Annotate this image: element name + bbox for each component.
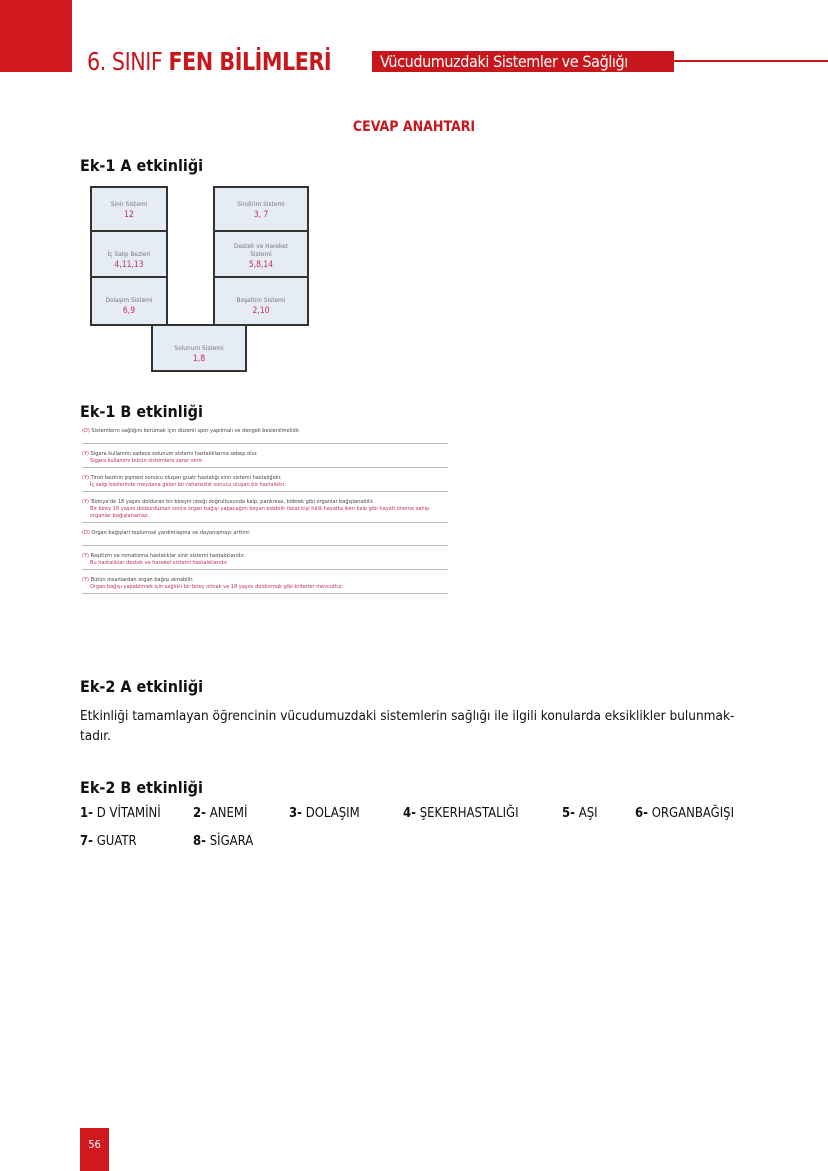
system-box: Solunum Sistemi 1,8 [151, 324, 247, 372]
system-box: Sindirim Sistemi 3, 7 [213, 186, 309, 232]
system-box: Destek ve Hareket Sistemi 5,8,14 [213, 230, 309, 278]
answer-item: 4- ŞEKERHASTALIĞI [403, 806, 519, 821]
statement [82, 577, 448, 594]
header-line [674, 60, 828, 62]
statement-correction: Sigara kullanımı bütün sistemlere zarar verir. [90, 458, 204, 464]
statement-mark: (Y) [82, 577, 90, 583]
header-title [87, 47, 331, 76]
statement-text: Türkiye'de 18 yaşını dolduran bir bireyin isteği doğrultusunda kalp, pankreas, böbrek gibi organlar bağışlanabilir. [90, 499, 374, 505]
statement-mark: (D) [82, 428, 90, 434]
ek2b-heading: Ek-2 B etkinliği [80, 778, 203, 797]
statement-mark: (Y) [82, 475, 90, 481]
statement-text: Bütün insanlardan organ bağışı alınabilir. [90, 577, 194, 583]
statement-text: Sistemlerin sağlığını korumak için düzenli spor yapılmalı ve dengeli beslenilmelidir. [91, 428, 301, 434]
statement-correction: Bir birey 18 yaşını doldurduktan sonra organ bağışı yapacağını beyan edebilir fakat kişi hâlâ hayatta iken kalp gibi hayati öneme sahip organlar bağışlanamaz. [90, 506, 430, 519]
statement-mark: (Y) [82, 499, 90, 505]
page-title: CEVAP ANAHTARI [352, 119, 476, 135]
statement [82, 499, 448, 523]
statement-mark: (Y) [82, 451, 90, 457]
ek1b-heading: Ek-1 B etkinliği [80, 402, 203, 421]
statement-text: Organ bağışları toplumsal yardımlaşma ve dayanışmayı arttırır. [91, 530, 251, 536]
statement-text: Tiroit bezinin şişmesi sonucu oluşan guatr hastalığı sinir sistemi hastalığıdır. [90, 475, 282, 481]
page-number: 56 [80, 1128, 109, 1171]
subject: FEN BİLİMLERİ [168, 47, 332, 76]
answer-item: 8- SİGARA [193, 834, 254, 849]
statement-text: Raşitizm ve romatizma hastalıklar sinir sistemi hastalıklarıdır. [90, 553, 245, 559]
answer-item: 1- D VİTAMİNİ [80, 806, 161, 821]
unit-label: Vücudumuzdaki Sistemler ve Sağlığı [372, 51, 674, 72]
answer-item: 6- ORGANBAĞIŞI [635, 806, 735, 821]
system-box: İç Salgı Bezleri 4,11,13 [90, 230, 168, 278]
statement [82, 530, 448, 546]
header-red-block [0, 0, 72, 72]
statement [82, 451, 448, 468]
system-box: Boşaltım Sistemi 2,10 [213, 276, 309, 326]
true-false-list [82, 428, 448, 601]
answer-item: 2- ANEMİ [193, 806, 248, 821]
statement-mark: (Y) [82, 553, 90, 559]
statement [82, 428, 448, 444]
statement [82, 475, 448, 492]
ek2a-heading: Ek-2 A etkinliği [80, 677, 204, 696]
ek1a-heading: Ek-1 A etkinliği [80, 156, 204, 175]
answer-item: 7- GUATR [80, 834, 137, 849]
answer-item: 3- DOLAŞIM [289, 806, 360, 821]
system-box: Dolaşım Sistemi 6,9 [90, 276, 168, 326]
system-box: Sinir Sistemi 12 [90, 186, 168, 232]
statement-correction: Organ bağışı yapabilmek için sağlıklı bir birey olmak ve 18 yaşını doldurmak gibi kriterler mevcuttur. [90, 584, 344, 590]
ek2a-text: Etkinliği tamamlayan öğrencinin vücudumuzdaki sistemlerin sağlığı ile ilgili konularda eksiklikler bulunmak-tadır. [80, 708, 735, 744]
statement [82, 553, 448, 570]
grade: 6. SINIF [87, 47, 163, 76]
answer-item: 5- AŞI [562, 806, 598, 821]
statement-text: Sigara kullanımı sadece solunum sistemi hastalıklarına sebep olur. [90, 451, 258, 457]
statement-mark: (D) [82, 530, 90, 536]
statement-correction: Bu hastalıklar destek ve hareket sistemi hastalıklarıdır. [90, 560, 228, 566]
statement-correction: İç salgı bezlerinde meydana gelen bir rahatsızlık sonucu oluşan bir hastalıktır. [90, 482, 286, 488]
